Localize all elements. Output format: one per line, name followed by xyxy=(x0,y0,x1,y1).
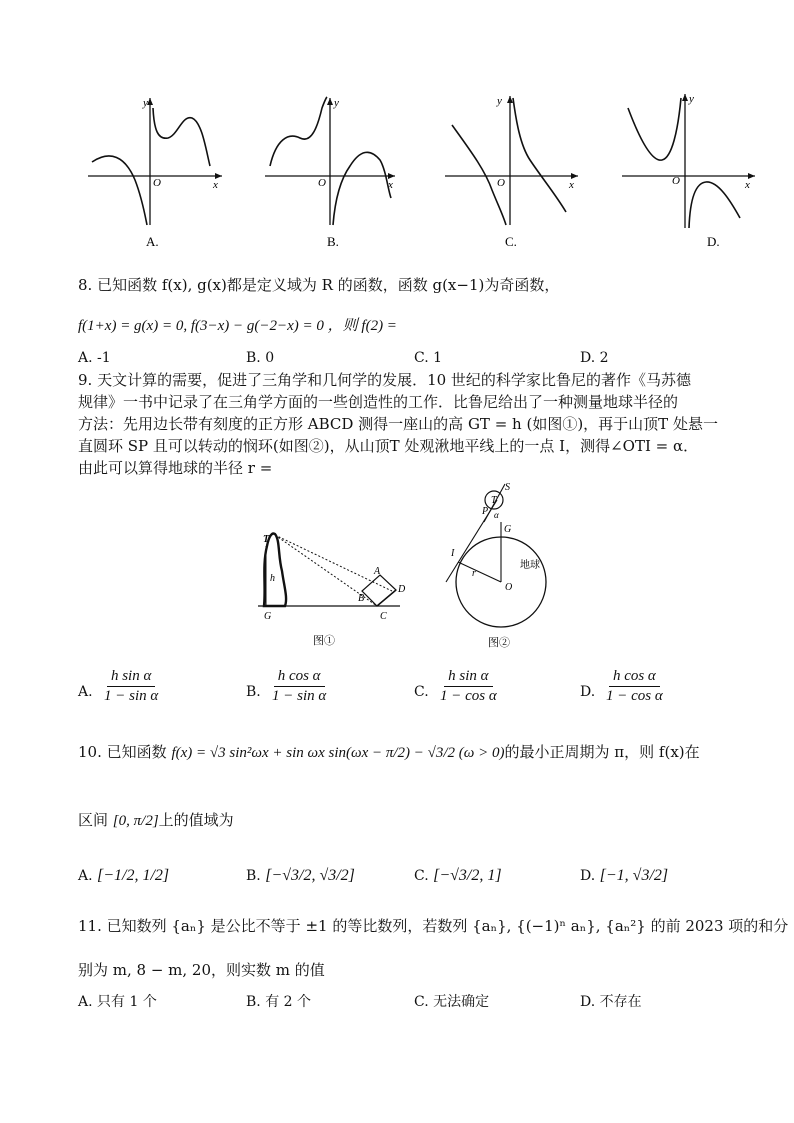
q10-option-d-value: [−1, √3/2] xyxy=(599,867,669,884)
graph-b-origin: O xyxy=(318,177,326,189)
q9-option-a-num: h sin α xyxy=(107,668,155,687)
q10-option-b-value: [−√3/2, √3/2] xyxy=(265,867,355,884)
q10-option-c-letter: C. xyxy=(414,868,429,884)
fig2-label-alpha: α xyxy=(494,510,499,520)
graph-a xyxy=(88,97,222,249)
q9-option-b-num: h cos α xyxy=(274,668,325,687)
fig2-label-t: T xyxy=(491,495,497,506)
q10-formula: f(x) = √3 sin²ωx + sin ωx sin(ωx − π/2) − √3/2 (ω > 0) xyxy=(171,745,505,761)
q10-option-b xyxy=(246,866,355,886)
fig1-label-b: B xyxy=(358,593,365,604)
q10-option-c-value: [−√3/2, 1] xyxy=(433,867,502,884)
q8-option-b: B. 0 xyxy=(246,350,275,366)
q9-option-c-letter: C. xyxy=(414,684,429,700)
q11-option-b: B. 有 2 个 xyxy=(246,994,311,1010)
q9-option-c-fraction xyxy=(436,668,501,705)
graph-d-x-label: x xyxy=(745,179,750,191)
q9-option-a-letter: A. xyxy=(78,684,93,700)
q11-option-c: C. 无法确定 xyxy=(414,994,490,1010)
fig2-label-r: r xyxy=(472,568,476,579)
fig2-label-g: G xyxy=(504,524,512,535)
q9-figure-2 xyxy=(438,478,568,653)
graph-c-origin: O xyxy=(497,177,505,189)
q8-option-c: C. 1 xyxy=(414,350,443,366)
graph-b-y-label: y xyxy=(334,97,339,109)
q11-option-a: A. 只有 1 个 xyxy=(78,994,157,1010)
graph-d xyxy=(622,93,755,249)
fig2-label-i: I xyxy=(451,548,455,559)
q9-option-d-letter: D. xyxy=(580,684,596,700)
q9-figure-1 xyxy=(250,526,420,651)
graph-b-x-label: x xyxy=(388,179,393,191)
fig2-label-p: P xyxy=(482,506,489,517)
q9-option-b-letter: B. xyxy=(246,684,261,700)
q10-option-d xyxy=(580,866,668,886)
q10-text-after: 的最小正周期为 π，则 f(x)在 xyxy=(504,743,700,761)
q8-option-a: A. -1 xyxy=(78,350,111,366)
q10-line2 xyxy=(78,810,234,831)
graph-c-x-label: x xyxy=(569,179,574,191)
q9-option-a-den: 1 − sin α xyxy=(104,688,159,704)
q10-option-b-letter: B. xyxy=(246,868,261,884)
q9-option-d-num: h cos α xyxy=(609,668,660,687)
graph-d-y-label: y xyxy=(689,93,694,105)
q11-option-d: D. 不存在 xyxy=(580,994,642,1010)
graph-a-x-label: x xyxy=(213,179,218,191)
q10-line2-after: 上的值域为 xyxy=(158,811,234,829)
q10-line2-before: 区间 xyxy=(78,811,109,829)
graph-a-origin: O xyxy=(153,177,161,189)
fig2-caption: 图② xyxy=(488,637,510,649)
fig1-label-g: G xyxy=(264,611,272,622)
q9-line2: 规律》一书中记录了在三角学方面的一些创造性的工作．比鲁尼给出了一种测量地球半径的 xyxy=(78,393,679,411)
q9-option-c-num: h sin α xyxy=(444,668,492,687)
q9-line5: 由此可以算得地球的半径 r = xyxy=(78,459,273,477)
graph-a-y-label: y xyxy=(143,97,148,109)
q10-text-before: 已知函数 xyxy=(106,743,167,761)
fig2-label-earth: 地球 xyxy=(520,560,540,571)
q10-line1 xyxy=(78,742,700,763)
q9-option-b-den: 1 − sin α xyxy=(272,688,327,704)
fig1-label-a: A xyxy=(374,566,381,577)
q9-line4: 直圆环 SP 且可以转动的悯环(如图②)，从山顶T 处观湫地平线上的一点 I，测得∠OTI = α． xyxy=(78,437,699,455)
fig1-label-d: D xyxy=(398,584,406,595)
fig2-label-o: O xyxy=(505,582,513,593)
graph-c xyxy=(445,95,578,249)
q9-option-a-fraction xyxy=(100,668,162,705)
q9-option-c-den: 1 − cos α xyxy=(440,688,497,704)
q8-line1: 8. 已知函数 f(x), g(x)都是定义域为 R 的函数，函数 g(x−1)为奇函数， xyxy=(78,276,560,294)
graph-d-origin: O xyxy=(672,175,680,187)
fig1-caption: 图① xyxy=(313,635,335,647)
q10-interval: [0, π/2] xyxy=(112,813,159,829)
function-graphs xyxy=(0,0,794,255)
q9-line1: 9. 天文计算的需要，促进了三角学和几何学的发展．10 世纪的科学家比鲁尼的著作《马苏德 xyxy=(78,371,691,389)
q10-option-a-value: [−1/2, 1/2] xyxy=(97,867,170,884)
fig2-label-s: S xyxy=(505,482,510,493)
q8-line2: f(1+x) = g(x) = 0, f(3−x) − g(−2−x) = 0 ，则 f(2) = xyxy=(78,318,397,334)
q9-line3: 方法：先用边长带有刻度的正方形 ABCD 测得一座山的高 GT = h (如图①)，再于山顶T 处悬一 xyxy=(78,415,718,433)
q9-option-b-fraction xyxy=(268,668,330,705)
graph-d-label: D. xyxy=(707,234,720,249)
graph-c-label: C. xyxy=(505,234,517,249)
q10-option-d-letter: D. xyxy=(580,868,596,884)
q11-line1: 11. 已知数列 {aₙ} 是公比不等于 ±1 的等比数列，若数列 {aₙ}, {(−1)ⁿ aₙ}, {aₙ²} 的前 2023 项的和分 xyxy=(78,917,789,935)
graph-b xyxy=(265,97,395,249)
q10-option-c xyxy=(414,866,502,886)
graph-a-label: A. xyxy=(146,234,159,249)
fig1-label-h: h xyxy=(270,573,275,584)
q10-option-a-letter: A. xyxy=(78,868,93,884)
q8-option-d: D. 2 xyxy=(580,350,609,366)
graph-b-label: B. xyxy=(327,234,339,249)
q11-line2: 别为 m, 8 − m, 20，则实数 m 的值 xyxy=(78,961,325,979)
graph-c-y-label: y xyxy=(497,95,502,107)
q10-option-a xyxy=(78,866,169,886)
q9-option-d-fraction xyxy=(602,668,667,705)
q9-option-d-den: 1 − cos α xyxy=(606,688,663,704)
fig1-label-t: T xyxy=(263,534,270,545)
fig1-label-c: C xyxy=(380,611,387,622)
q10-number: 10. xyxy=(78,743,102,761)
